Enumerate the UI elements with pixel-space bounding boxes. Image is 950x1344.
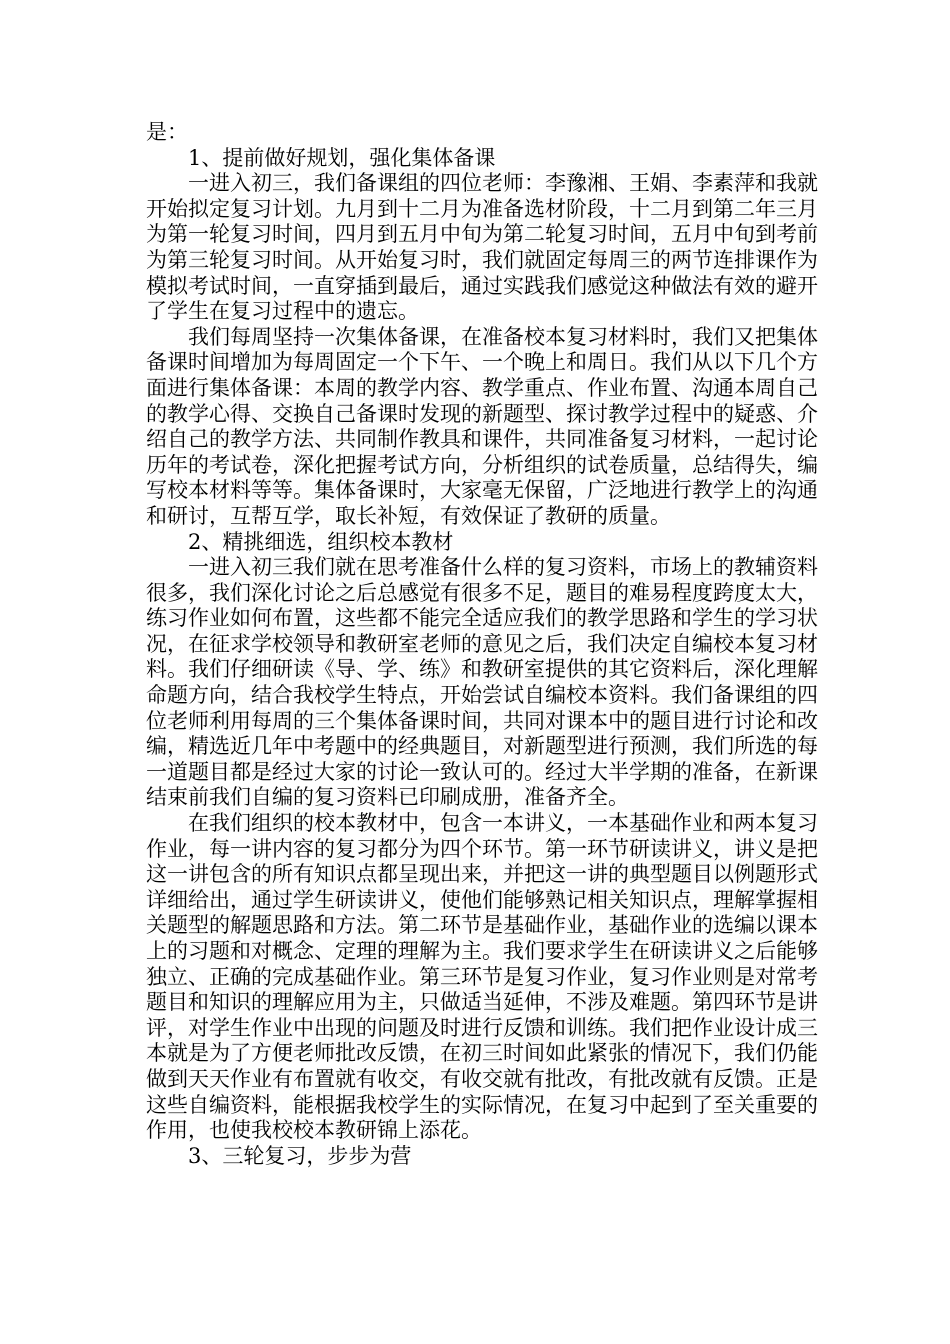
- document-page: [146, 120, 818, 1169]
- paragraph-4: 在我们组织的校本教材中，包含一本讲义，一本基础作业和两本复习作业，每一讲内容的复习都分为四个环节。第一环节研读讲义，讲义是把这一讲包含的所有知识点都呈现出来，并把这一讲的典型题目以例题形式详细给出，通过学生研读讲义，使他们能够熟记相关知识点，理解掌握相关题型的解题思路和方法。第二环节是基础作业，基础作业的选编以课本上的习题和对概念、定理的理解为主。我们要求学生在研读讲义之后能够独立、正确的完成基础作业。第三环节是复习作业，复习作业则是对常考题目和知识的理解应用为主，只做适当延伸，不涉及难题。第四环节是讲评，对学生作业中出现的问题及时进行反馈和训练。我们把作业设计成三本就是为了方便老师批改反馈，在初三时间如此紧张的情况下，我们仍能做到天天作业有布置就有收交，有收交就有批改，有批改就有反馈。正是这些自编资料，能根据我校学生的实际情况，在复习中起到了至关重要的作用，也使我校校本教研锦上添花。: [146, 811, 818, 1143]
- paragraph-2: 我们每周坚持一次集体备课，在准备校本复习材料时，我们又把集体备课时间增加为每周固定一个下午、一个晚上和周日。我们从以下几个方面进行集体备课：本周的教学内容、教学重点、作业布置、沟通本周自己的教学心得、交换自己备课时发现的新题型、探讨教学过程中的疑惑、介绍自己的教学方法、共同制作教具和课件，共同准备复习材料，一起讨论历年的考试卷，深化把握考试方向，分析组织的试卷质量，总结得失，编写校本材料等等。集体备课时，大家毫无保留，广泛地进行教学上的沟通和研讨，互帮互学，取长补短，有效保证了教研的质量。: [146, 324, 818, 528]
- intro-text: 是：: [146, 120, 188, 144]
- section-heading-2: 2、精挑细选，组织校本教材: [188, 529, 454, 554]
- section-heading-3: 3、三轮复习，步步为营: [188, 1143, 412, 1168]
- paragraph-1: 一进入初三，我们备课组的四位老师：李豫湘、王娟、李素萍和我就开始拟定复习计划。九月到十二月为准备选材阶段，十二月到第二年三月为第一轮复习时间，四月到五月中旬为第二轮复习时间，五月中旬到考前为第三轮复习时间。从开始复习时，我们就固定每周三的两节连排课作为模拟考试时间，一直穿插到最后，通过实践我们感觉这种做法有效的避开了学生在复习过程中的遗忘。: [146, 171, 818, 324]
- paragraph-3: 一进入初三我们就在思考准备什么样的复习资料，市场上的教辅资料很多，我们深化讨论之后总感觉有很多不足，题目的难易程度跨度太大，练习作业如何布置，这些都不能完全适应我们的教学思路和学生的学习状况，在征求学校领导和教研室老师的意见之后，我们决定自编校本复习材料。我们仔细研读《导、学、练》和教研室提供的其它资料后，深化理解命题方向，结合我校学生特点，开始尝试自编校本资料。我们备课组的四位老师利用每周的三个集体备课时间，共同对课本中的题目进行讨论和改编，精选近几年中考题中的经典题目，对新题型进行预测，我们所选的每一道题目都是经过大家的讨论一致认可的。经过大半学期的准备，在新课结束前我们自编的复习资料已印刷成册，准备齐全。: [146, 555, 818, 810]
- section-heading-1: 1、提前做好规划，强化集体备课: [188, 145, 496, 170]
